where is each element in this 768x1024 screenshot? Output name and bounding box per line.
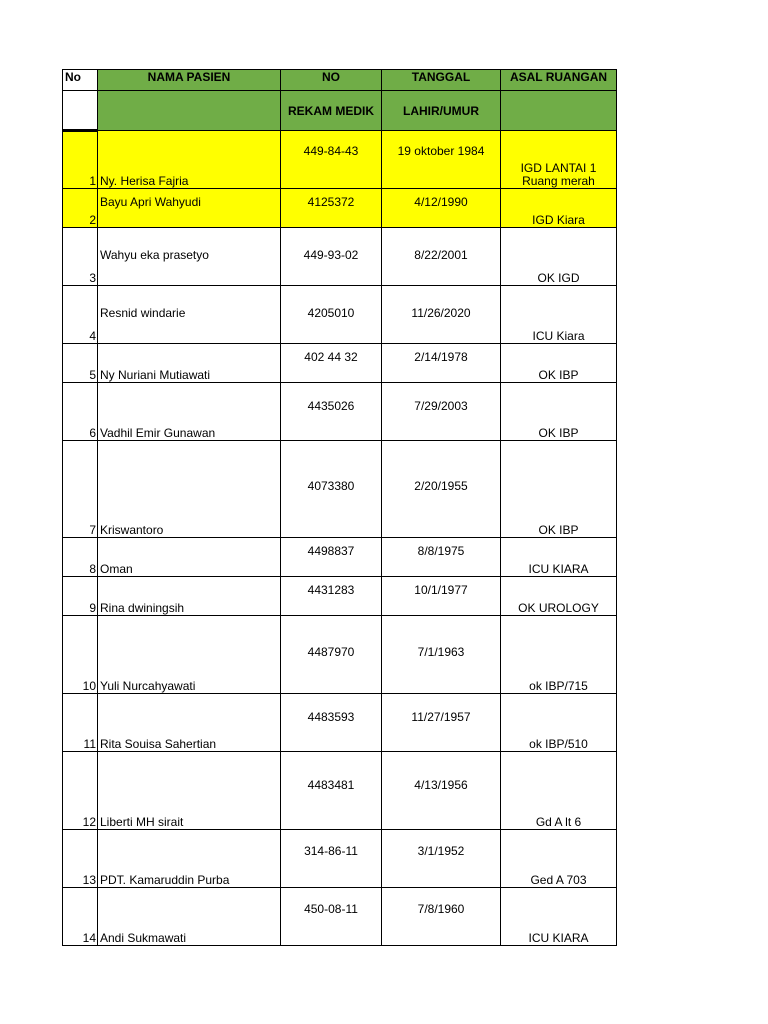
row-nama: Bayu Apri Wahyudi <box>98 189 281 228</box>
table-row <box>63 228 617 286</box>
table-row <box>63 383 617 441</box>
row-no: 6 <box>63 383 98 441</box>
table-row <box>63 538 617 577</box>
header-tanggal: TANGGAL <box>382 70 501 91</box>
header-row-1 <box>63 70 617 91</box>
row-asal: OK IBP <box>501 383 617 441</box>
row-rekam-medik: 314-86-11 <box>281 830 382 888</box>
row-asal: Ged A 703 <box>501 830 617 888</box>
row-rekam-medik: 4435026 <box>281 383 382 441</box>
row-no: 8 <box>63 538 98 577</box>
row-asal <box>501 131 617 189</box>
row-asal: Gd A lt 6 <box>501 752 617 830</box>
row-rekam-medik: 402 44 32 <box>281 344 382 383</box>
row-no: 12 <box>63 752 98 830</box>
row-nama: Ny Nuriani Mutiawati <box>98 344 281 383</box>
row-tanggal: 7/8/1960 <box>382 888 501 946</box>
row-no: 9 <box>63 577 98 616</box>
row-nama: Wahyu eka prasetyo <box>98 228 281 286</box>
row-no: 4 <box>63 286 98 344</box>
table-row <box>63 441 617 538</box>
row-asal-line2: Ruang merah <box>522 174 595 188</box>
table-row <box>63 577 617 616</box>
row-tanggal: 19 oktober 1984 <box>382 131 501 189</box>
row-rekam-medik: 4431283 <box>281 577 382 616</box>
row-tanggal: 4/13/1956 <box>382 752 501 830</box>
row-asal: OK IBP <box>501 344 617 383</box>
row-nama: Rita Souisa Sahertian <box>98 694 281 752</box>
row-asal: IGD Kiara <box>501 189 617 228</box>
row-rekam-medik: 449-84-43 <box>281 131 382 189</box>
row-no: 1 <box>63 131 98 189</box>
row-asal: ICU KIARA <box>501 538 617 577</box>
row-nama: Andi Sukmawati <box>98 888 281 946</box>
header-asal-ruangan: ASAL RUANGAN <box>501 70 617 91</box>
row-tanggal: 3/1/1952 <box>382 830 501 888</box>
row-nama: Kriswantoro <box>98 441 281 538</box>
row-rekam-medik: 4073380 <box>281 441 382 538</box>
table-row <box>63 616 617 694</box>
row-no: 7 <box>63 441 98 538</box>
row-asal: ok IBP/510 <box>501 694 617 752</box>
row-tanggal: 10/1/1977 <box>382 577 501 616</box>
row-tanggal: 8/22/2001 <box>382 228 501 286</box>
table-row <box>63 888 617 946</box>
row-nama: Oman <box>98 538 281 577</box>
row-asal: ICU KIARA <box>501 888 617 946</box>
row-tanggal: 2/20/1955 <box>382 441 501 538</box>
header-nama-blank <box>98 91 281 131</box>
row-rekam-medik: 450-08-11 <box>281 888 382 946</box>
row-asal: OK IGD <box>501 228 617 286</box>
row-tanggal: 8/8/1975 <box>382 538 501 577</box>
row-tanggal: 7/29/2003 <box>382 383 501 441</box>
header-no: No <box>63 70 98 91</box>
row-tanggal: 7/1/1963 <box>382 616 501 694</box>
table-row <box>63 286 617 344</box>
row-no: 5 <box>63 344 98 383</box>
row-rekam-medik: 4205010 <box>281 286 382 344</box>
row-rekam-medik: 4483481 <box>281 752 382 830</box>
row-no: 14 <box>63 888 98 946</box>
row-tanggal: 2/14/1978 <box>382 344 501 383</box>
table-row <box>63 189 617 228</box>
row-nama: Resnid windarie <box>98 286 281 344</box>
row-tanggal: 11/26/2020 <box>382 286 501 344</box>
row-rekam-medik: 4498837 <box>281 538 382 577</box>
row-nama: Rina dwiningsih <box>98 577 281 616</box>
table-row <box>63 830 617 888</box>
row-no: 13 <box>63 830 98 888</box>
row-asal: OK UROLOGY <box>501 577 617 616</box>
header-asal-blank <box>501 91 617 131</box>
table-row <box>63 694 617 752</box>
row-nama: PDT. Kamaruddin Purba <box>98 830 281 888</box>
row-tanggal: 4/12/1990 <box>382 189 501 228</box>
row-rekam-medik: 4487970 <box>281 616 382 694</box>
row-rekam-medik: 4483593 <box>281 694 382 752</box>
header-rekam-medik: REKAM MEDIK <box>281 91 382 131</box>
header-nama-pasien: NAMA PASIEN <box>98 70 281 91</box>
header-row-2 <box>63 91 617 131</box>
row-asal: ICU Kiara <box>501 286 617 344</box>
row-nama: Ny. Herisa Fajria <box>98 131 281 189</box>
table-row <box>63 344 617 383</box>
row-asal: OK IBP <box>501 441 617 538</box>
row-rekam-medik: 4125372 <box>281 189 382 228</box>
row-asal-line1: IGD LANTAI 1 <box>520 161 597 175</box>
row-no: 11 <box>63 694 98 752</box>
row-no: 2 <box>63 189 98 228</box>
header-no-blank <box>63 91 98 131</box>
row-tanggal: 11/27/1957 <box>382 694 501 752</box>
row-rekam-medik: 449-93-02 <box>281 228 382 286</box>
row-no: 10 <box>63 616 98 694</box>
row-nama: Vadhil Emir Gunawan <box>98 383 281 441</box>
patient-table <box>62 69 617 946</box>
row-nama: Yuli Nurcahyawati <box>98 616 281 694</box>
row-nama: Liberti MH sirait <box>98 752 281 830</box>
header-lahir-umur: LAHIR/UMUR <box>382 91 501 131</box>
header-no-rm: NO <box>281 70 382 91</box>
table-row <box>63 131 617 189</box>
row-no: 3 <box>63 228 98 286</box>
table-row <box>63 752 617 830</box>
patient-table-sheet <box>62 69 616 946</box>
row-asal: ok IBP/715 <box>501 616 617 694</box>
